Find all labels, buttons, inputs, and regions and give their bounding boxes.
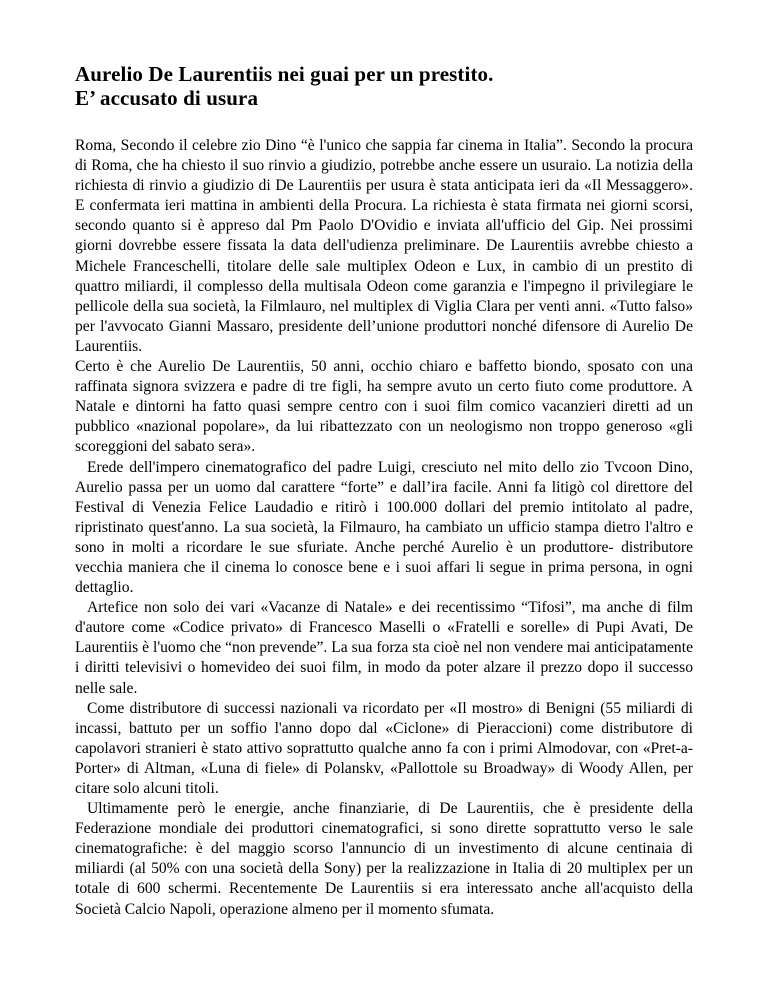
article-body — [75, 136, 693, 920]
article-paragraph-1: Roma, Secondo il celebre zio Dino “è l'unico che sappia far cinema in Italia”. Secondo la procura di Roma, che ha chiesto il suo rinvio a giudizio, potrebbe anche essere un usuraio. La notizia della richiesta di rinvio a giudizio di De Laurentiis per usura è stata anticipata ieri da «Il Messaggero». E confermata ieri mattina in ambienti della Procura. La richiesta è stata firmata nei giorni scorsi, secondo quanto si è appreso dal Pm Paolo D'Ovidio e inviata all'ufficio del Gip. Nei prossimi giorni dovrebbe essere fissata la data dell'udienza preliminare. De Laurentiis avrebbe chiesto a Michele Franceschelli, titolare delle sale multiplex Odeon e Lux, in cambio di un prestito di quattro miliardi, il complesso della multisala Odeon come garanzia e l'impegno il privilegiare le pellicole della sua società, la Filmlauro, nel multiplex di Viglia Clara per venti anni. «Tutto falso» per l'avvocato Gianni Massaro, presidente dell’unione produttori nonché difensore di Aurelio De Laurentiis. — [75, 137, 693, 355]
document-page — [75, 62, 693, 920]
article-paragraph-2: Certo è che Aurelio De Laurentiis, 50 anni, occhio chiaro e baffetto biondo, sposato con una raffinata signora svizzera e padre di tre figli, ha sempre avuto un certo fiuto come produttore. A Natale e dintorni ha fatto quasi sempre centro con i suoi film comico vacanzieri diretti ad un pubblico «nazional popolare», da lui ribattezzato con un neologismo non troppo generoso «gli scoreggioni del sabato sera». — [75, 358, 693, 456]
article-paragraph-5: Come distributore di successi nazionali va ricordato per «Il mostro» di Benigni (55 miliardi di incassi, battuto per un soffio l'anno dopo dal «Ciclone» di Pieraccioni) come distributore di capolavori stranieri è stato attivo soprattutto qualche anno fa con i primi Almodovar, con «Pret-a-Porter» di Altman, «Luna di fiele» di Polanskv, «Pallottole su Broadway» di Woody Allen, per citare solo alcuni titoli. — [75, 699, 693, 797]
headline — [75, 62, 693, 110]
article-paragraph-6: Ultimamente però le energie, anche finanziarie, di De Laurentiis, che è presidente della Federazione mondiale dei produttori cinematografici, si sono dirette soprattutto verso le sale cinematografiche: è del maggio scorso l'annuncio di un investimento di alcune centinaia di miliardi (al 50% con una società della Sony) per la realizzazione in Italia di 20 multiplex per un totale di 600 schermi. Recentemente De Laurentiis si era interessato anche all'acquisto della Società Calcio Napoli, operazione almeno per il momento sfumata. — [75, 800, 693, 918]
article-paragraph-3: Erede dell'impero cinematografico del padre Luigi, cresciuto nel mito dello zio Tvcoon Dino, Aurelio passa per un uomo dal carattere “forte” e dall’ira facile. Anni fa litigò col direttore del Festival di Venezia Felice Laudadio e ritirò i 100.000 dollari del premio intitolato al padre, ripristinato quest'anno. La sua società, la Filmauro, ha cambiato un ufficio stampa dietro l'altro e sono in molti a ricordare le sue sfuriate. Anche perché Aurelio è un produttore- distributore vecchia maniera che il cinema lo conosce bene e i suoi affari li segue in prima persona, in ogni dettaglio. — [75, 458, 693, 597]
headline-line-1: Aurelio De Laurentiis nei guai per un prestito. — [75, 62, 494, 86]
headline-line-2: E’ accusato di usura — [75, 86, 259, 110]
article-paragraph-4: Artefice non solo dei vari «Vacanze di Natale» e dei recentissimo “Tifosi”, ma anche di film d'autore come «Codice privato» di Francesco Maselli o «Fratelli e sorelle» di Pupi Avati, De Laurentiis è l'uomo che “non prevende”. La sua forza sta cioè nel non vendere mai anticipatamente i diritti televisivi o homevideo dei suoi film, in modo da poter alzare il prezzo dopo il successo nelle sale. — [75, 599, 693, 697]
